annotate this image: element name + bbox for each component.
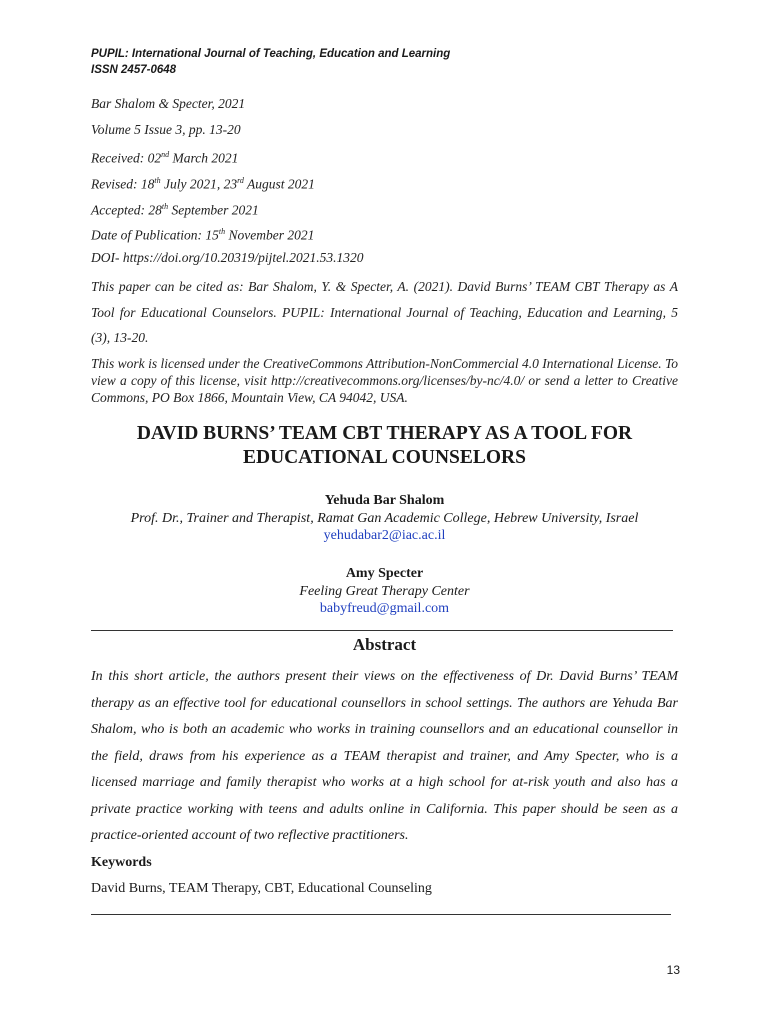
title-line-2: EDUCATIONAL COUNSELORS [243,447,526,468]
citation-text: This paper can be cited as: Bar Shalom, Y. & Specter, A. (2021). David Burns’ TEAM CBT Therapy as A Tool for Educational Counselors. PUPIL: International Journal of Teaching, Education and Learning, 5 (3), 13-20. [91,278,678,346]
divider-top [91,630,673,631]
journal-name: PUPIL: International Journal of Teaching, Education and Learning [91,48,451,60]
volume-issue: Volume 5 Issue 3, pp. 13-20 [91,121,241,137]
article-title [91,422,678,470]
divider-bottom [91,914,671,915]
accepted-date: Accepted: 28th September 2021 [91,201,259,218]
article-metadata [91,94,678,406]
publication-date: Date of Publication: 15th November 2021 [91,227,315,243]
received-date: Received: 02nd March 2021 [91,150,239,166]
author-affiliation: Prof. Dr., Trainer and Therapist, Ramat Gan Academic College, Hebrew University, Israel [130,510,639,526]
doi-link[interactable]: DOI- https://doi.org/10.20319/pijtel.2021.53.1320 [91,250,364,266]
author-name: Amy Specter [345,566,424,581]
keywords-body: David Burns, TEAM Therapy, CBT, Educational Counseling [91,881,432,896]
author-affiliation: Feeling Great Therapy Center [299,583,470,599]
abstract-body: In this short article, the authors present their views on the effectiveness of Dr. David Burns’ TEAM therapy as an effective tool for educational counsellors in school settings. The authors are Yehuda Bar Shalom, who is both an academic who works in training counsellors and an educational counsellor in the field, draws from his experience as a TEAM therapist and trainer, and Amy Specter, who is a licensed marriage and family therapist who works at a high school for at-risk youth and also has a private practice working with teens and adults online in California. This paper should be seen as a practice-oriented account of two reflective practitioners. [91,669,678,843]
license-text: This work is licensed under the CreativeCommons Attribution-NonCommercial 4.0 International License. To view a copy of this license, visit http://creativecommons.org/licenses/by-nc/4.0/ or send a letter to Creative Commons, PO Box 1866, Mountain View, CA 94042, USA. [91,355,678,405]
author-2 [91,565,678,618]
revised-date: Revised: 18th July 2021, 23rd August 2021 [91,176,315,192]
author-email[interactable]: babyfreud@gmail.com [319,601,450,616]
author-1 [91,492,678,545]
author-email[interactable]: yehudabar2@iac.ac.il [323,528,446,543]
authors-year: Bar Shalom & Specter, 2021 [91,96,246,111]
journal-issn: ISSN 2457-0648 [91,64,177,76]
author-name: Yehuda Bar Shalom [324,493,445,508]
keywords-heading: Keywords [91,855,152,870]
page-number: 13 [666,963,680,977]
title-line-1: DAVID BURNS’ TEAM CBT THERAPY AS A TOOL FOR [136,423,633,444]
abstract-heading: Abstract [352,635,417,654]
journal-header [91,46,450,78]
